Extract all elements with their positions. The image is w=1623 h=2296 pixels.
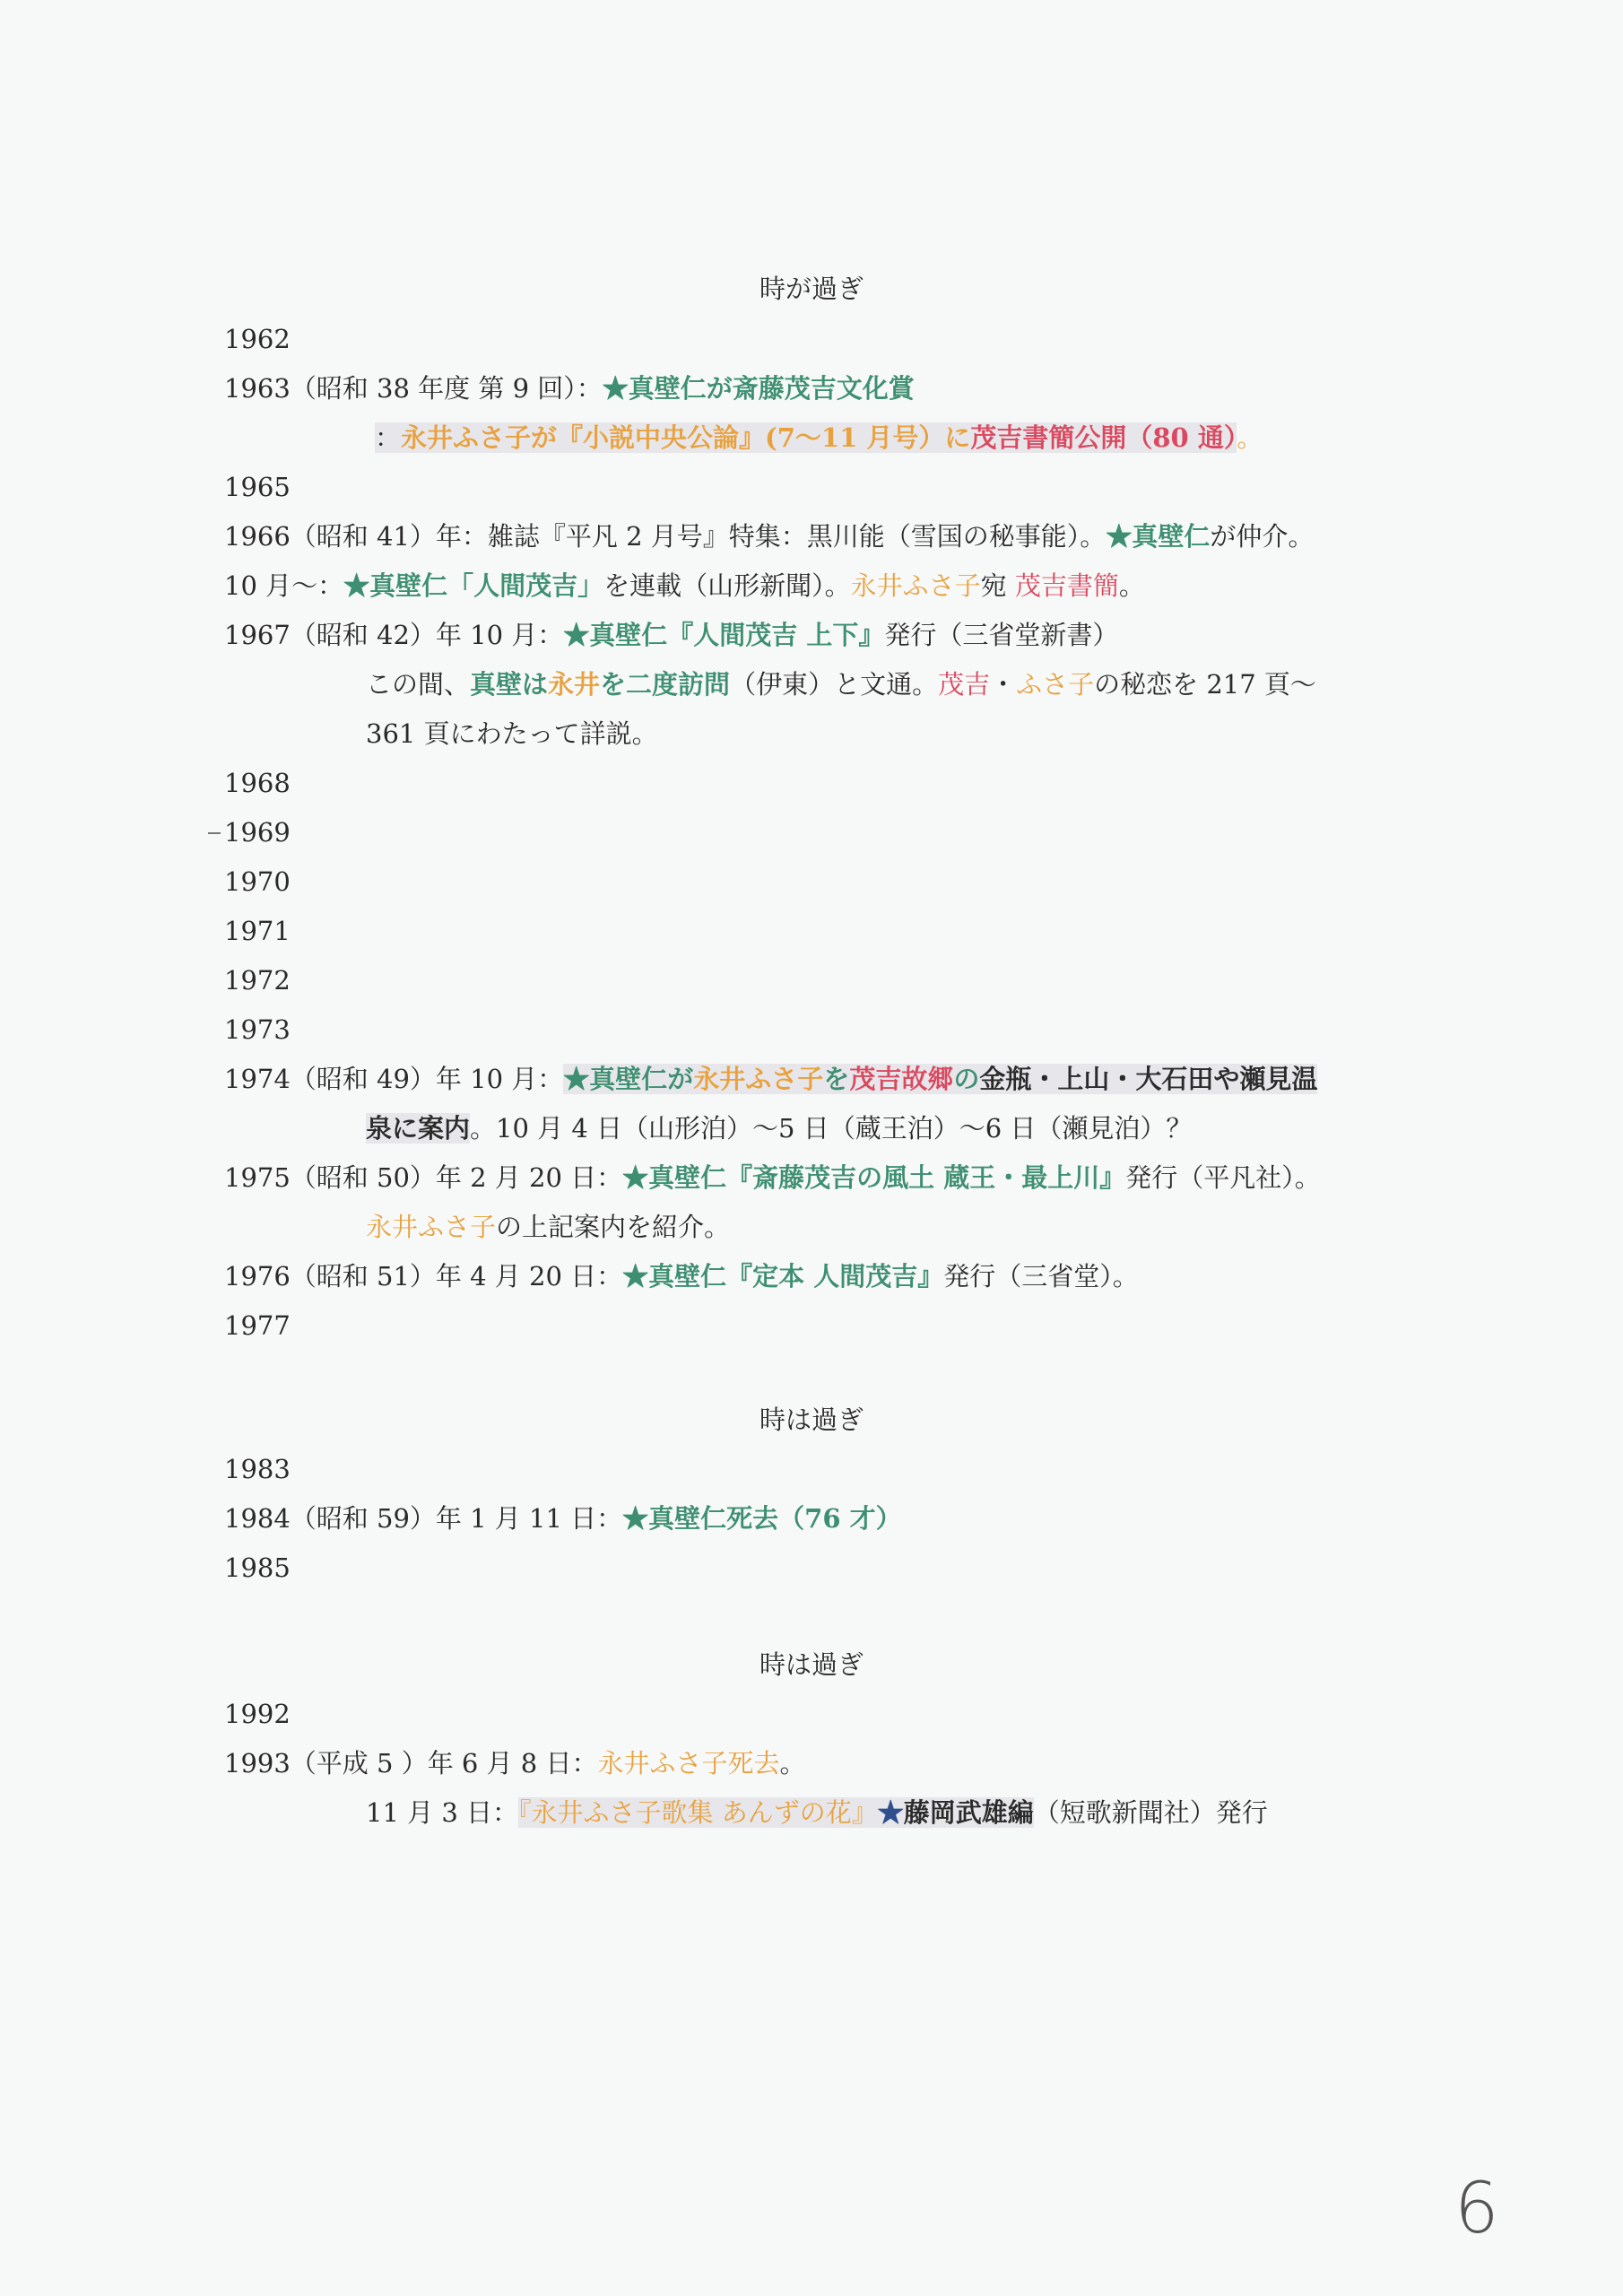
entry-oct-nagai: 永井ふさ子 [850,570,981,601]
entry-1963-date: 1963（昭和 38 年度 第 9 回）： [224,373,603,404]
entry-1993-date: 1993（平成 5 ）年 6 月 8 日： [224,1748,598,1779]
entry-1975-text: の上記案内を紹介。 [496,1212,731,1242]
entry-1974-wo: を [823,1064,850,1094]
entry-1967-note [366,666,1444,702]
entry-1966-oct [224,568,1444,604]
entry-1966-end: が仲介。 [1210,521,1315,552]
year-1970: 1970 [224,866,291,897]
note-visit: を二度訪問 [600,669,731,700]
entry-1974-date: 1974（昭和 49）年 10 月： [224,1064,564,1094]
entry-1967-date: 1967（昭和 42）年 10 月： [224,620,564,650]
entry-1966 [224,518,1444,554]
entry-1975-book: ★真壁仁『斎藤茂吉の風土 蔵王・最上川』 [622,1162,1126,1193]
year-1983: 1983 [224,1454,291,1484]
entry-oct-to: 宛 [980,570,1015,601]
entry-1975-date: 1975（昭和 50）年 2 月 20 日： [224,1162,623,1193]
highlighted-note [375,422,1237,453]
entry-oct-serial: ★真壁仁「人間茂吉」 [343,570,604,601]
entry-1984-date: 1984（昭和 59）年 1 月 11 日： [224,1503,623,1534]
year-1977: 1977 [224,1310,291,1341]
entry-1993-period: 。 [779,1748,806,1779]
entry-1966-person: ★真壁仁 [1106,521,1211,552]
year-1969: 1969 [224,817,291,848]
entry-1963 [224,370,1444,406]
entry-1976-date: 1976（昭和 51）年 4 月 20 日： [224,1261,623,1292]
section-heading: 時は過ぎ [759,1649,864,1680]
year-1971: 1971 [224,916,291,946]
entry-1974-itinerary: 。10 月 4 日（山形泊）～5 日（蔵王泊）～6 日（瀬見泊）？ [470,1113,1193,1144]
entry-1993-editor: 藤岡武雄編 [903,1797,1034,1828]
year-1985: 1985 [224,1552,291,1583]
note-nagai-publication: 永井ふさ子が『小説中央公論』(7～11 月号）に [401,422,971,453]
note-pages: の秘恋を 217 頁～ [1094,669,1316,700]
entry-1974-nagai: 永井ふさ子 [693,1064,824,1094]
note-dot: ・ [990,669,1017,700]
entry-oct-period: 。 [1118,570,1145,601]
entry-1975-note [366,1209,1444,1245]
pen-mark [208,832,221,834]
entry-oct-date: 10 月～： [224,570,344,601]
note-fusako: ふさ子 [1016,669,1095,700]
entry-1975 [224,1160,1444,1196]
entry-1974-highlight [563,1064,1317,1094]
entry-1967-book: ★真壁仁『人間茂吉 上下』 [563,620,885,650]
entry-1963-event: ★真壁仁が斎藤茂吉文化賞 [602,373,915,404]
year-1965: 1965 [224,472,291,502]
entry-1974-no: の [953,1064,980,1094]
entry-1993-event: 永井ふさ子死去 [597,1748,780,1779]
note-a: この間、 [366,669,471,700]
year-1992: 1992 [224,1699,291,1729]
note-makabe: 真壁は [470,669,549,700]
entry-1975-publisher: 発行（平凡社）。 [1125,1162,1321,1193]
section-heading: 時が過ぎ [759,274,864,304]
entry-oct-letters: 茂吉書簡 [1014,570,1119,601]
entry-1984 [224,1500,1444,1536]
note-colon: ： [375,422,402,453]
entry-1974-guide: 泉に案内 [366,1113,471,1144]
entry-1993-publisher: （短歌新聞社）発行 [1033,1797,1268,1828]
note-letters: 茂吉書簡公開（80 通） [970,422,1237,453]
entry-1976-book: ★真壁仁『定本 人間茂吉』 [622,1261,944,1292]
entry-1974-hometown: 茂吉故郷 [849,1064,954,1094]
entry-1975-nagai: 永井ふさ子 [366,1212,497,1242]
entry-1976 [224,1258,1444,1294]
star-icon: ★ [877,1797,904,1828]
entry-1967-publisher: 発行（三省堂新書） [884,620,1119,650]
entry-1963-note [375,420,1444,456]
note-mokichi: 茂吉 [938,669,991,700]
entry-1993-book: 『永井ふさ子歌集 あんずの花』 [518,1797,878,1828]
entry-1976-publisher: 発行（三省堂）。 [943,1261,1139,1292]
page-number: 6 [1454,2169,1499,2249]
year-1968: 1968 [224,768,291,798]
year-1972: 1972 [224,965,291,996]
year-1962: 1962 [224,324,291,354]
year-1973: 1973 [224,1014,291,1045]
entry-1967 [224,617,1444,653]
section-heading: 時は過ぎ [759,1405,864,1435]
note-nagai: 永井 [548,669,601,700]
entry-1974-places: 金瓶・上山・大石田や瀬見温 [979,1064,1318,1094]
entry-1966-text: 1966（昭和 41）年：雑誌『平凡 2 月号』特集：黒川能（雪国の秘事能）。 [224,521,1107,552]
entry-1984-event: ★真壁仁死去（76 才） [622,1503,902,1534]
entry-1974-makabe: ★真壁仁が [563,1064,694,1094]
entry-1967-note-2: 361 頁にわたって詳説。 [366,718,658,749]
entry-1993-highlight [518,1797,1034,1828]
note-ito: （伊東）と文通。 [730,669,939,700]
entry-1974-note [366,1110,1444,1146]
entry-1993 [224,1745,1444,1781]
entry-1974 [224,1061,1444,1097]
note-period: 。 [1237,422,1263,453]
entry-1993-note [366,1795,1444,1831]
entry-1993-note-date: 11 月 3 日： [366,1797,519,1828]
entry-oct-paper: を連載（山形新聞）。 [603,570,851,601]
